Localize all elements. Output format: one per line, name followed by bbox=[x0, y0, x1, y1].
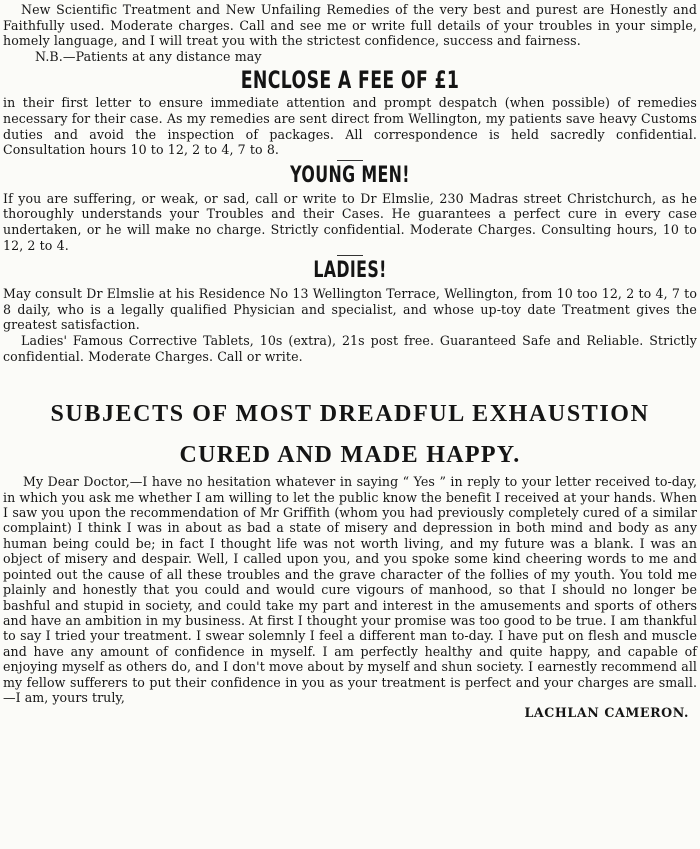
divider-rule bbox=[337, 255, 363, 256]
article-title-line-1: SUBJECTS OF MOST DREADFUL EXHAUSTION bbox=[50, 401, 650, 428]
doctor-advertisement bbox=[3, 2, 697, 364]
intro-paragraph: New Scientific Treatment and New Unfailing Remedies of the very best and purest are Honestly and Faithfully used. Moderate charges. Call and see me or write full details of your troubles in your simple, homely language, and I will treat you with the strictest confidence, success and fairness. bbox=[3, 2, 697, 49]
signature: LACHLAN CAMERON. bbox=[524, 705, 689, 721]
article-title-line-2: CURED AND MADE HAPPY. bbox=[179, 442, 521, 469]
fee-heading: ENCLOSE A FEE OF £1 bbox=[240, 66, 460, 95]
nb-line: N.B.—Patients at any distance may bbox=[35, 48, 262, 64]
young-men-paragraph: If you are suffering, or weak, or sad, call or write to Dr Elmslie, 230 Madras street Christchurch, as he thoroughly understands your Troubles and their Cases. He guarantees a perfect cure in every case undertaken, or he will make no charge. Strictly confidential. Moderate Charges. Consulting hours, 10 to 12, 2 to 4. bbox=[3, 190, 697, 253]
young-men-heading: YOUNG MEN! bbox=[290, 162, 410, 188]
divider-rule bbox=[337, 160, 363, 161]
ladies-paragraph: May consult Dr Elmslie at his Residence No 13 Wellington Terrace, Wellington, from 10 too 12, 2 to 4, 7 to 8 daily, who is a legally qualified Physician and specialist, and whose up-toy date Treatment gives the greatest satisfaction. bbox=[3, 286, 697, 333]
section-gap bbox=[3, 364, 697, 386]
testimonial-article bbox=[3, 402, 697, 720]
fee-paragraph: in their first letter to ensure immediate attention and prompt despatch (when possible) of remedies necessary for their case. As my remedies are sent direct from Wellington, my patients save heavy Customs duties and avoid the inspection of packages. All correspondence is held sacredly confidential. Consultation hours 10 to 12, 2 to 4, 7 to 8. bbox=[3, 95, 697, 158]
ladies-tablets-paragraph: Ladies' Famous Corrective Tablets, 10s (extra), 21s post free. Guaranteed Safe and Reliable. Strictly confidential. Moderate Charges. Call or write. bbox=[3, 332, 697, 364]
ladies-heading: LADIES! bbox=[313, 258, 387, 284]
testimonial-letter: My Dear Doctor,—I have no hesitation whatever in saying “ Yes ” in reply to your letter received to-day, in which you ask me whether I am willing to let the public know the benefit I received at your hands. When I saw you upon the recommendation of Mr Griffith (whom you had previously completely cured of a similar complaint) I think I was in about as bad a state of misery and depression in both mind and body as any human being could be; in fact I thought life was not worth living, and my future was a blank. I was an object of misery and despair. Well, I called upon you, and you spoke some kind cheering words to me and pointed out the cause of all these troubles and the grave character of the follies of my youth. You told me plainly and honestly that you could and would cure vigours of manhood, so that I should no longer be bashful and stupid in society, and could take my part and interest in the amusements and sports of others and have an ambition in my business. At first I thought your promise was too good to be true. I am thankful to say I tried your treatment. I swear solemnly I feel a different man to-day. I have put on flesh and muscle and have any amount of confidence in myself. I am perfectly healthy and quite happy, and capable of enjoying myself as others do, and I don't move about by myself and shun society. I earnestly recommend all my fellow sufferers to put their confidence in you as your treatment is perfect and your charges are small.—I am, yours truly, bbox=[3, 474, 697, 705]
